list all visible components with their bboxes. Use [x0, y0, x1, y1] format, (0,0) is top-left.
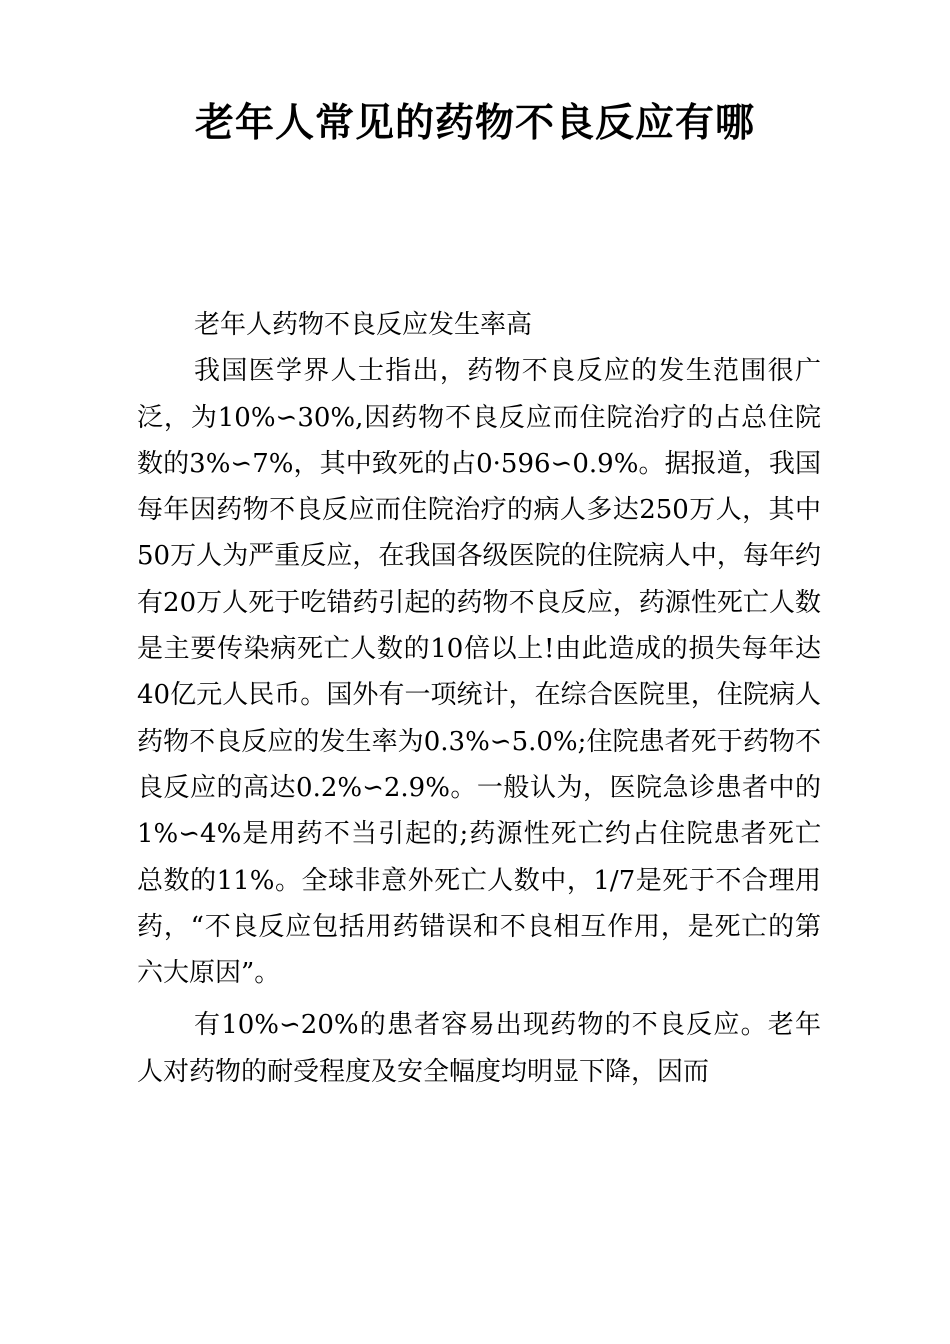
body-paragraph: 我国医学界人士指出，药物不良反应的发生范围很广泛，为10%∽30%,因药物不良反应而住院治疗的占总住院数的3%∽7%，其中致死的占0·596∽0.9%。据报道，我国每年因药物不良反应而住院治疗的病人多达250万人，其中50万人为严重反应，在我国各级医院的住院病人中，每年约有20万人死于吃错药引起的药物不良反应，药源性死亡人数是主要传染病死亡人数的10倍以上!由此造成的损失每年达40亿元人民币。国外有一项统计，在综合医院里，住院病人药物不良反应的发生率为0.3%∽5.0%;住院患者死于药物不良反应的高达0.2%∽2.9%。一般认为，医院急诊患者中的1%∽4%是用药不当引起的;药源性死亡约占住院患者死亡总数的11%。全球非意外死亡人数中，1/7是死于不合理用药，“不良反应包括用药错误和不良相互作用，是死亡的第六大原因”。 [137, 356, 821, 989]
document-title: 老年人常见的药物不良反应有哪 [194, 101, 755, 146]
body-paragraph: 有10%∽20%的患者容易出现药物的不良反应。老年人对药物的耐受程度及安全幅度均明显下降，因而 [137, 1010, 821, 1087]
section-heading: 老年人药物不良反应发生率高 [194, 310, 533, 340]
document-body [137, 302, 821, 1095]
